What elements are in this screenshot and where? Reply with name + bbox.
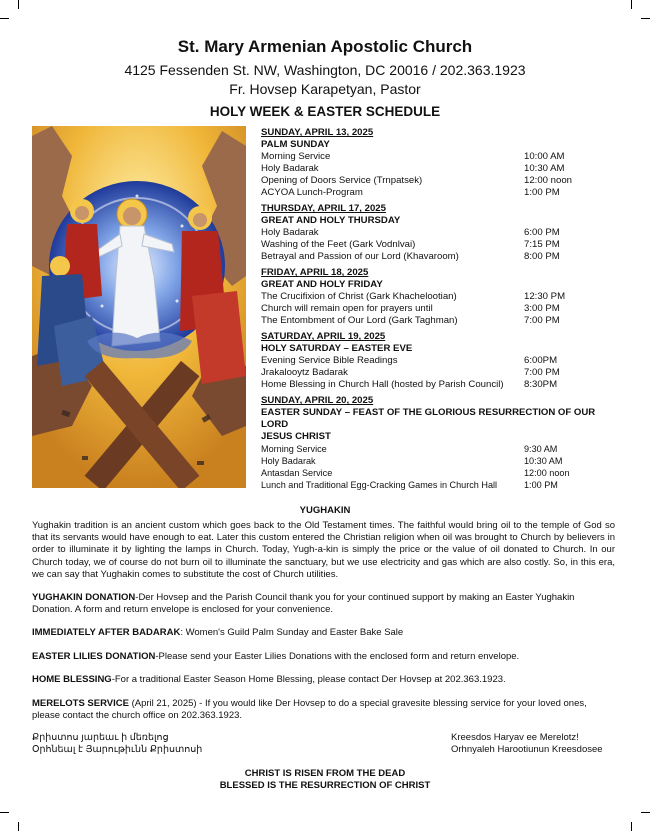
armenian-line: Օրհնեալ է Յարութիւնն Քրիստոսի <box>32 744 203 756</box>
translit-line: Kreesdos Haryav ee Merelotz! <box>451 732 579 743</box>
schedule-day <box>261 267 601 327</box>
crop-mark <box>641 812 650 813</box>
event-time: 12:30 PM <box>524 291 566 302</box>
notice-text: -For a traditional Easter Season Home Blessing, please contact Der Hovsep at 202.363.1923. <box>111 674 506 685</box>
event-time: 12:00 noon <box>524 468 570 478</box>
event-label: Home Blessing in Church Hall (hosted by Parish Council) <box>261 379 504 390</box>
crop-mark <box>631 822 632 831</box>
day-date: SUNDAY, APRIL 20, 2025 <box>261 395 374 406</box>
event-time: 6:00PM <box>524 355 558 366</box>
schedule-event <box>261 367 601 379</box>
event-label: Morning Service <box>261 151 331 162</box>
event-time: 6:00 PM <box>524 227 560 238</box>
event-time: 10:00 AM <box>524 151 565 162</box>
event-label: Washing of the Feet (Gark Vodnlvai) <box>261 239 416 250</box>
schedule-event <box>261 175 601 187</box>
day-name: PALM SUNDAY <box>261 139 330 150</box>
transliterated-greeting <box>451 732 603 756</box>
yughakin-body: Yughakin tradition is an ancient custom which goes back to the Old Testament times. The faithful would bring oil to the temple of God so that its servants would have enough to eat. Later this custom entered the Christian religion when oil was brought to Church by believers in order to illuminate it by lighting the lamps in Church. Today, Yugh-a-kin is simply the price or the value of oil donated to Church. In our Church today, we of course do not burn oil to illuminate the sanctuary, but we use electricity and gas which are also costly. So, in this era, we can say that Yughakin comes to substitute the cost of Church utilities. <box>32 520 615 580</box>
schedule-day <box>261 395 601 491</box>
crop-mark <box>0 812 9 813</box>
schedule-event <box>261 187 601 199</box>
event-time: 9:30 AM <box>524 444 558 454</box>
schedule-event <box>261 479 601 491</box>
crop-mark <box>18 822 19 831</box>
armenian-greeting <box>32 732 202 756</box>
notice-text: -Please send your Easter Lilies Donations with the enclosed form and return envelope. <box>155 651 520 662</box>
event-time: 7:00 PM <box>524 315 560 326</box>
holy-week-schedule <box>261 127 601 495</box>
event-label: The Crucifixion of Christ (Gark Khachelootian) <box>261 291 457 302</box>
armenian-line: Քրիստոս յարեաւ ի մեռելոց <box>32 732 169 743</box>
notice-text: (April 21, 2025) - If you would like Der Hovsep to do a special gravesite blessing service for your loved ones, please contact the church office on 202.363.1923. <box>32 698 587 722</box>
proclamation-line: CHRIST IS RISEN FROM THE DEAD <box>244 768 406 779</box>
event-label: Holy Badarak <box>261 227 319 238</box>
crop-mark <box>0 18 9 19</box>
schedule-event <box>261 455 601 467</box>
schedule-event <box>261 291 601 303</box>
crop-mark <box>631 0 632 9</box>
notice-easter-lilies <box>32 651 615 663</box>
notice-lead: IMMEDIATELY AFTER BADARAK <box>32 627 181 638</box>
event-time: 8:30PM <box>524 379 558 390</box>
closing-proclamation <box>0 768 650 792</box>
notice-yughakin-donation <box>32 592 615 616</box>
event-label: Evening Service Bible Readings <box>261 355 398 366</box>
yughakin-heading: YUGHAKIN <box>299 505 351 516</box>
event-label: Holy Badarak <box>261 163 319 174</box>
crop-mark <box>641 18 650 19</box>
schedule-event <box>261 251 601 263</box>
notice-lead: HOME BLESSING <box>32 674 112 685</box>
page-title: St. Mary Armenian Apostolic Church <box>177 37 473 56</box>
day-name: HOLY SATURDAY – EASTER EVE <box>261 343 413 354</box>
event-time: 1:00 PM <box>524 187 560 198</box>
day-date: THURSDAY, APRIL 17, 2025 <box>261 203 386 214</box>
event-label: Morning Service <box>261 444 327 454</box>
schedule-event <box>261 443 601 455</box>
schedule-event <box>261 379 601 391</box>
notice-bake-sale <box>32 627 615 639</box>
event-time: 10:30 AM <box>524 163 565 174</box>
schedule-event <box>261 163 601 175</box>
notice-text: : Women's Guild Palm Sunday and Easter Bake Sale <box>180 627 404 638</box>
event-time: 12:00 noon <box>524 175 573 186</box>
notice-lead: EASTER LILIES DONATION <box>32 651 156 662</box>
translit-line: Orhnyaleh Harootiunun Kreesdosee <box>451 744 603 756</box>
schedule-day <box>261 331 601 391</box>
schedule-event <box>261 467 601 479</box>
event-time: 10:30 AM <box>524 456 563 466</box>
event-time: 1:00 PM <box>524 480 558 490</box>
day-date: FRIDAY, APRIL 18, 2025 <box>261 267 369 278</box>
schedule-event <box>261 315 601 327</box>
event-label: Opening of Doors Service (Trnpatsek) <box>261 175 423 186</box>
notice-lead: YUGHAKIN DONATION <box>32 592 136 603</box>
church-address: 4125 Fessenden St. NW, Washington, DC 20016 / 202.363.1923 <box>124 62 526 78</box>
event-label: ACYOA Lunch-Program <box>261 187 363 198</box>
event-time: 3:00 PM <box>524 303 560 314</box>
event-label: Antasdan Service <box>261 468 333 478</box>
schedule-day <box>261 127 601 199</box>
day-name: GREAT AND HOLY THURSDAY <box>261 215 401 226</box>
event-time: 8:00 PM <box>524 251 560 262</box>
day-name: GREAT AND HOLY FRIDAY <box>261 279 383 290</box>
event-time: 7:15 PM <box>524 239 560 250</box>
event-label: Church will remain open for prayers until <box>261 303 433 314</box>
schedule-day <box>261 203 601 263</box>
schedule-event <box>261 239 601 251</box>
schedule-event <box>261 303 601 315</box>
schedule-event <box>261 355 601 367</box>
event-time: 7:00 PM <box>524 367 560 378</box>
crop-mark <box>18 0 19 9</box>
schedule-event <box>261 227 601 239</box>
schedule-event <box>261 151 601 163</box>
day-name-continued: JESUS CHRIST <box>261 431 331 442</box>
notice-lead: MERELOTS SERVICE <box>32 698 129 709</box>
event-label: Lunch and Traditional Egg-Cracking Games in Church Hall <box>261 480 498 490</box>
schedule-title: HOLY WEEK & EASTER SCHEDULE <box>209 104 441 119</box>
event-label: Jrakalooytz Badarak <box>261 367 348 378</box>
day-name: EASTER SUNDAY – FEAST OF THE GLORIOUS RESURRECTION OF OUR LORD <box>261 407 596 430</box>
resurrection-icon-image <box>32 126 246 488</box>
event-label: Betrayal and Passion of our Lord (Khavaroom) <box>261 251 459 262</box>
notice-merelots-service <box>32 698 615 722</box>
notice-text: -Der Hovsep and the Parish Council thank you for your continued support by making an Easter Yughakin Donation. A form and return envelope is enclosed for your convenience. <box>32 592 575 616</box>
notice-home-blessing <box>32 674 615 686</box>
day-date: SUNDAY, APRIL 13, 2025 <box>261 127 374 138</box>
proclamation-line: BLESSED IS THE RESURRECTION OF CHRIST <box>219 780 431 791</box>
pastor-name: Fr. Hovsep Karapetyan, Pastor <box>229 81 421 97</box>
event-label: The Entombment of Our Lord (Gark Taghman) <box>261 315 458 326</box>
day-date: SATURDAY, APRIL 19, 2025 <box>261 331 386 342</box>
event-label: Holy Badarak <box>261 456 316 466</box>
